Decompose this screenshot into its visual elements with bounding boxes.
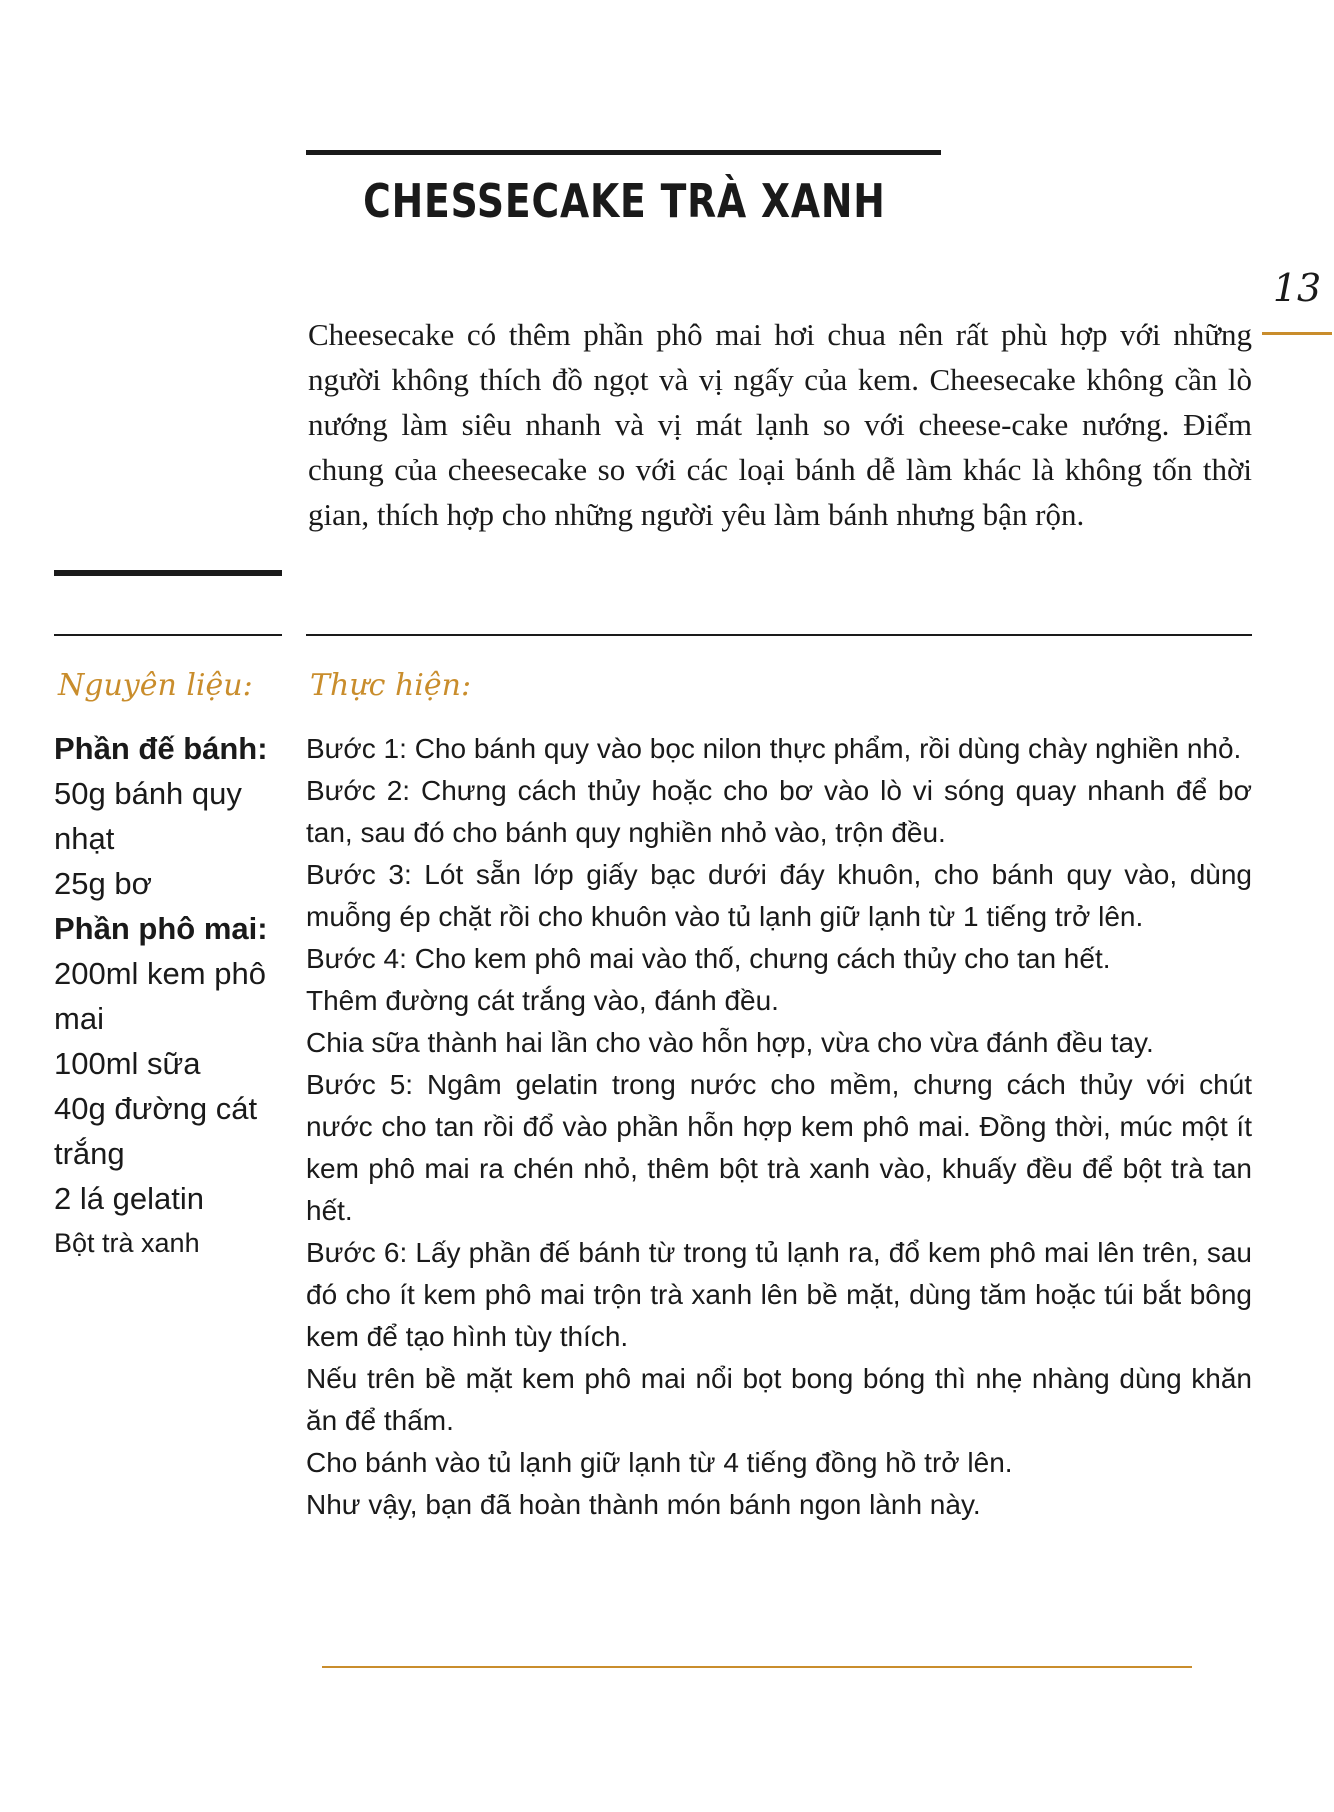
step-item: Bước 2: Chưng cách thủy hoặc cho bơ vào lò vi sóng quay nhanh để bơ tan, sau đó cho bánh quy nghiền nhỏ vào, trộn đều. xyxy=(306,775,1252,848)
ingredient-item: 100ml sữa xyxy=(54,1046,201,1081)
ingredient-item: 2 lá gelatin xyxy=(54,1181,204,1216)
ingredients-heading: Nguyên liệu: xyxy=(58,668,253,703)
step-item: Bước 5: Ngâm gelatin trong nước cho mềm, chưng cách thủy với chút nước cho tan rồi đổ vào phần hỗn hợp kem phô mai. Đồng thời, múc một ít kem phô mai ra chén nhỏ, thêm bột trà xanh vào, khuấy đều để bột trà tan hết. xyxy=(306,1069,1252,1226)
step-item: Cho bánh vào tủ lạnh giữ lạnh từ 4 tiếng đồng hồ trở lên. xyxy=(306,1447,1013,1478)
step-item: Như vậy, bạn đã hoàn thành món bánh ngon lành này. xyxy=(306,1489,981,1520)
ingredient-item: 50g bánh quy nhạt xyxy=(54,776,242,856)
ingredients-list xyxy=(54,726,294,1266)
steps-list xyxy=(306,728,1252,1526)
step-item: Bước 3: Lót sẵn lớp giấy bạc dưới đáy khuôn, cho bánh quy vào, dùng muỗng ép chặt rồi cho khuôn vào tủ lạnh giữ lạnh từ 1 tiếng trở lên. xyxy=(306,859,1252,932)
right-divider-thin xyxy=(306,634,1252,636)
step-item: Chia sữa thành hai lần cho vào hỗn hợp, vừa cho vừa đánh đều tay. xyxy=(306,1027,1154,1058)
left-divider-thick xyxy=(54,570,282,576)
step-item: Nếu trên bề mặt kem phô mai nổi bọt bong bóng thì nhẹ nhàng dùng khăn ăn để thấm. xyxy=(306,1363,1252,1436)
step-item: Bước 4: Cho kem phô mai vào thố, chưng cách thủy cho tan hết. xyxy=(306,943,1111,974)
left-divider-thin xyxy=(54,634,282,636)
page-number: 13 xyxy=(1272,266,1322,310)
step-item: Bước 6: Lấy phần đế bánh từ trong tủ lạnh ra, đổ kem phô mai lên trên, sau đó cho ít kem phô mai trộn trà xanh lên bề mặt, dùng tăm hoặc túi bắt bông kem để tạo hình tùy thích. xyxy=(306,1237,1252,1352)
ingredient-item: Bột trà xanh xyxy=(54,1228,200,1258)
ingredient-group-label: Phần đế bánh: xyxy=(54,731,268,766)
steps-heading: Thực hiện: xyxy=(310,668,472,703)
page-title: CHESSECAKE TRÀ XANH xyxy=(363,174,886,228)
title-top-rule xyxy=(306,150,941,155)
ingredient-group-label: Phần phô mai: xyxy=(54,911,268,946)
ingredient-item: 200ml kem phô mai xyxy=(54,956,266,1036)
bottom-divider xyxy=(322,1666,1192,1668)
ingredient-item: 40g đường cát trắng xyxy=(54,1091,258,1171)
intro-paragraph: Cheesecake có thêm phần phô mai hơi chua nên rất phù hợp với những người không thích đồ ngọt và vị ngấy của kem. Cheesecake không cần lò nướng làm siêu nhanh và vị mát lạnh so với cheese-cake nướng. Điểm chung của cheesecake so với các loại bánh dễ làm khác là không tốn thời gian, thích hợp cho những người yêu làm bánh nhưng bận rộn. xyxy=(308,317,1252,532)
page-number-rule xyxy=(1262,332,1332,335)
step-item: Thêm đường cát trắng vào, đánh đều. xyxy=(306,985,779,1016)
ingredient-item: 25g bơ xyxy=(54,866,152,901)
step-item: Bước 1: Cho bánh quy vào bọc nilon thực phẩm, rồi dùng chày nghiền nhỏ. xyxy=(306,733,1242,764)
